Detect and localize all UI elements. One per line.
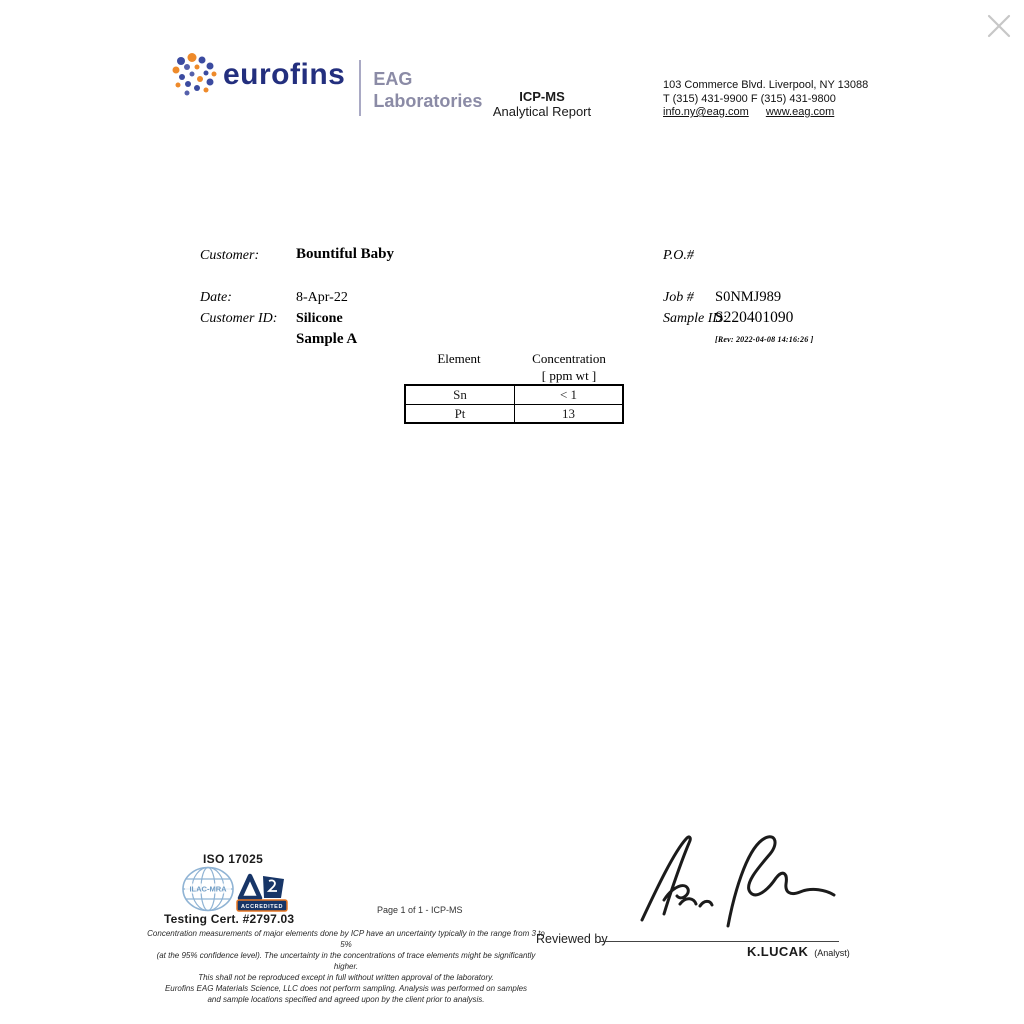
concentration-cell: 13 [562,406,575,421]
table-header-concentration: Concentration [532,351,606,366]
customer-label: Customer: [200,248,260,263]
ilac-mra-logo [181,866,235,917]
analyst-signature [628,832,843,939]
brand-name: eurofins [223,58,346,91]
job-label: Job # [663,290,694,305]
element-cell: Sn [406,386,515,404]
po-label: P.O.# [663,248,694,263]
brand-division-line2: Laboratories [373,91,483,111]
table-header-units: [ ppm wt ] [541,368,597,383]
a2la-accredited-logo [236,871,288,918]
date-label: Date: [200,290,232,305]
reviewed-by-label: Reviewed by [536,932,608,946]
report-title-line1: ICP-MS [519,89,565,104]
contact-address: 103 Commerce Blvd. Liverpool, NY 13088 [663,79,869,91]
sample-id-label: Sample ID: [663,311,728,326]
sample-name: Sample A [296,331,358,347]
analyst-name: K.LUCAK [747,944,809,959]
contact-block [663,79,868,120]
table-header-element: Element [437,351,481,366]
disclaimer-line: Eurofins EAG Materials Science, LLC does not perform sampling. Analysis was performed on samples [164,984,528,993]
concentration-cell: < 1 [559,387,578,402]
sample-id-value: S220401090 [715,309,794,326]
contact-phones: T (315) 431-9900 F (315) 431-9800 [663,92,836,105]
website-link[interactable]: www.eag.com [765,106,835,118]
disclaimer-line: This shall not be reproduced except in full without written approval of the laboratory. [198,973,494,982]
brand-logo [170,52,482,116]
accredited-text: ACCREDITED [240,904,284,910]
job-value: S0NMJ989 [715,289,782,305]
revision-note: [Rev: 2022-04-08 14:16:26 ] [715,335,814,344]
table-row [406,404,622,422]
customer-id-value: Silicone [296,311,343,326]
close-icon[interactable] [983,10,1015,42]
analyst-role: (Analyst) [814,948,850,958]
report-title-line2: Analytical Report [492,104,592,119]
date-value: 8-Apr-22 [296,290,348,305]
iso-label: ISO 17025 [203,852,264,866]
email-link[interactable]: info.ny@eag.com [663,106,749,118]
table-row [406,386,622,404]
element-cell: Pt [406,405,515,422]
eurofins-dots-icon [170,52,218,104]
report-title [458,89,626,119]
brand-divider [359,60,361,116]
disclaimer [146,928,546,1005]
customer-value: Bountiful Baby [296,246,394,262]
analyst-name-block [747,944,850,959]
signature-line [599,941,839,942]
results-table [404,384,624,424]
customer-id-label: Customer ID: [200,311,278,326]
disclaimer-line: Concentration measurements of major elements done by ICP have an uncertainty typically in the range from 3 to 5% [147,929,545,949]
brand-division-line1: EAG [373,69,413,89]
testing-cert-label: Testing Cert. #2797.03 [164,912,295,926]
ilac-mra-text: ILAC-MRA [189,884,227,894]
page-info: Page 1 of 1 - ICP-MS [377,905,463,915]
disclaimer-line: and sample locations specified and agreed upon by the client prior to analysis. [207,995,485,1004]
disclaimer-line: (at the 95% confidence level). The uncertainty in the concentrations of trace elements might be significantly higher. [156,951,536,971]
